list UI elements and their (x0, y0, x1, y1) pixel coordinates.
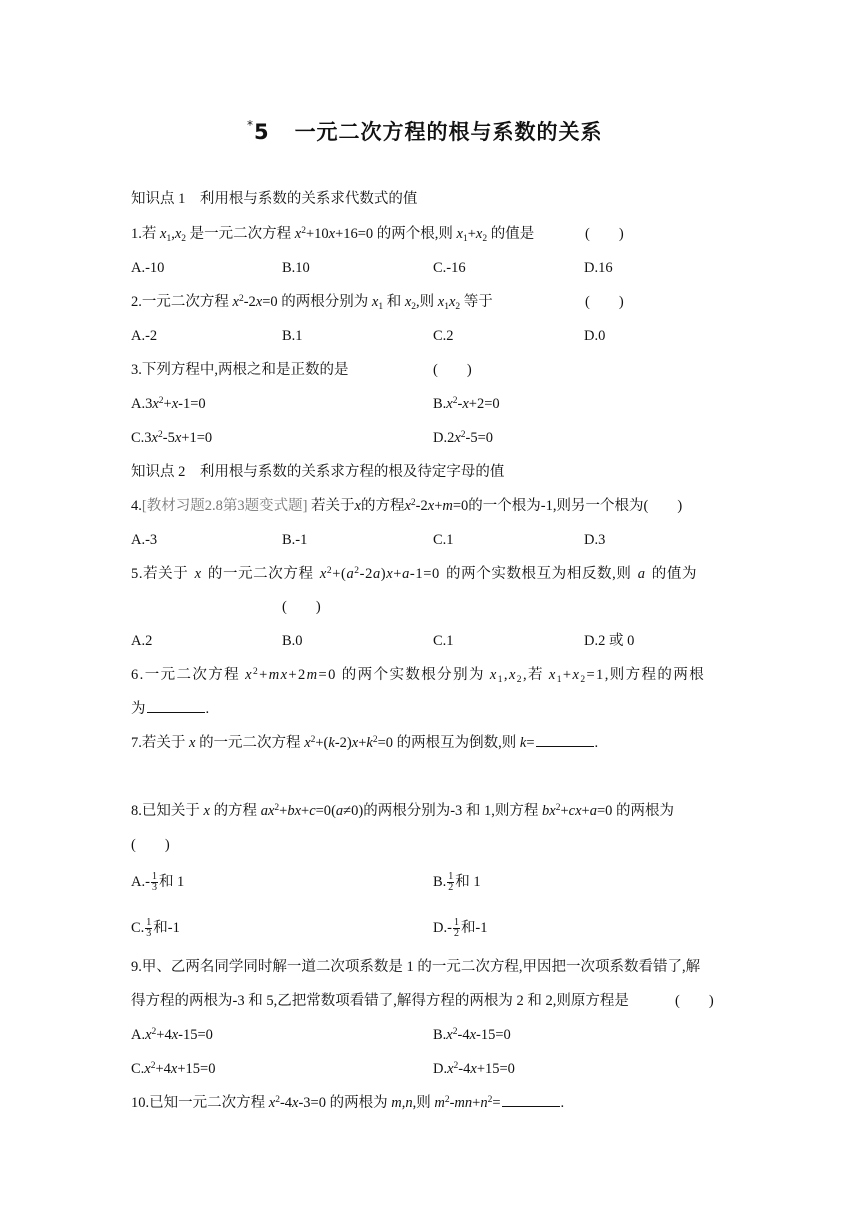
lesson-number: 5 (254, 120, 270, 144)
lesson-title-text: 一元二次方程的根与系数的关系 (294, 120, 603, 144)
question-6-line2: 为 . (131, 701, 210, 717)
question-8: 8.已知关于 x 的方程 $ax^2+bx+c=0(a\ne 0)$的两根分别为-3 和 1,则方程 $bx^2+cx+a=0$ 的两根为 (131, 803, 675, 819)
question-2: 2.一元二次方程 $x^2-2x=0$ 的两根分别为 $x_1$ 和 $x_2$,则 $x_1x_2$ 等于 (131, 294, 493, 312)
option-9d: $D.x^2-4x+15=0$ (433, 1061, 515, 1077)
option-1d: D.16 (584, 260, 613, 276)
page-title (247, 119, 603, 143)
question-7: 7.若关于 x 的一元二次方程 $x^2+(k-2)x+k^2=0$ 的两根互为倒数,则 k= . (131, 735, 599, 751)
option-4c: C.1 (433, 532, 454, 548)
answer-bracket-2: ( ) (585, 294, 624, 310)
option-8d: D.- $\frac{1}{2}$ 和-1 (433, 917, 488, 939)
option-9a: $A.x^2+4x-15=0$ (131, 1027, 213, 1043)
option-1b: B.10 (282, 260, 310, 276)
option-3d: $D.2x^2-5=0$ (433, 430, 494, 446)
section-heading-1: 知识点 1 利用根与系数的关系求代数式的值 (131, 191, 418, 207)
answer-bracket-1: ( ) (585, 226, 624, 242)
option-9b: $B.x^2-4x-15=0$ (433, 1027, 511, 1043)
option-4a: A.-3 (131, 532, 158, 548)
question-5: 5.若关于 x 的一元二次方程 $x^2+(a^2-2a)x+a-1=0$ 的两个实数根互为相反数,则 a 的值为 (131, 566, 698, 582)
answer-bracket-8: ( ) (131, 837, 170, 853)
option-9c: $C.x^2+4x+15=0$ (131, 1061, 216, 1077)
question-10: 10.已知一元二次方程 $x^2-4x-3=0$ 的两根为 m,n,则 $m^2-mn+n^2=$ . (131, 1095, 565, 1111)
question-9-line1: 9.甲、乙两名同学同时解一道二次项系数是 1 的一元二次方程,甲因把一次项系数看错了,解 (131, 959, 701, 975)
question-3: 3.下列方程中,两根之和是正数的是 (131, 362, 349, 378)
option-5d: D.2 或 0 (584, 633, 635, 649)
option-1a: A.-10 (131, 260, 165, 276)
question-6: 6.一元二次方程 $x^2+mx+2m=0$ 的两个实数根分别为 $x_1,x_2$,若 $x_1+x_2=1$,则方程的两根 (131, 667, 706, 685)
answer-blank-10[interactable] (502, 1096, 560, 1107)
source-tag: [教材习题2.8第3题变式题] (141, 498, 308, 514)
option-4d: D.3 (584, 532, 606, 548)
option-2a: A.-2 (131, 328, 158, 344)
question-1: 1.若 $x_1,x_2$ 是一元二次方程 $x^2+10x+16=0$ 的两个根,则 $x_1+x_2$ 的值是 (131, 226, 535, 244)
option-2c: C.2 (433, 328, 454, 344)
option-8a: A.- $\frac{1}{3}$ 和 1 (131, 871, 185, 893)
answer-bracket-5: ( ) (282, 599, 321, 615)
option-5a: A.2 (131, 633, 153, 649)
option-3b: $B.x^2-x+2=0$ (433, 396, 500, 412)
option-2d: D.0 (584, 328, 606, 344)
option-5b: B.0 (282, 633, 303, 649)
option-5c: C.1 (433, 633, 454, 649)
option-3a: $A.3x^2+x-1=0$ (131, 396, 206, 412)
section-heading-2: 知识点 2 利用根与系数的关系求方程的根及待定字母的值 (131, 464, 505, 480)
answer-blank-7[interactable] (536, 736, 594, 747)
answer-bracket-9: ( ) (675, 993, 714, 1009)
option-8b: B. $\frac{1}{2}$ 和 1 (433, 871, 481, 893)
option-3c: $C.3x^2-5x+1=0$ (131, 430, 213, 446)
option-4b: B.-1 (282, 532, 308, 548)
option-2b: B.1 (282, 328, 303, 344)
option-8c: C. $\frac{1}{3}$ 和-1 (131, 917, 180, 939)
question-4: 4.[教材习题2.8第3题变式题] 若关于x的方程$x^2-2x+m=0$的一个根为-1,则另一个根为( ) (131, 498, 683, 514)
answer-blank-6[interactable] (147, 702, 205, 713)
answer-bracket-3: ( ) (433, 362, 472, 378)
question-9-line2: 得方程的两根为-3 和 5,乙把常数项看错了,解得方程的两根为 2 和 2,则原方程是 (131, 993, 629, 1009)
option-1c: C.-16 (433, 260, 466, 276)
optional-star: * (247, 118, 254, 132)
